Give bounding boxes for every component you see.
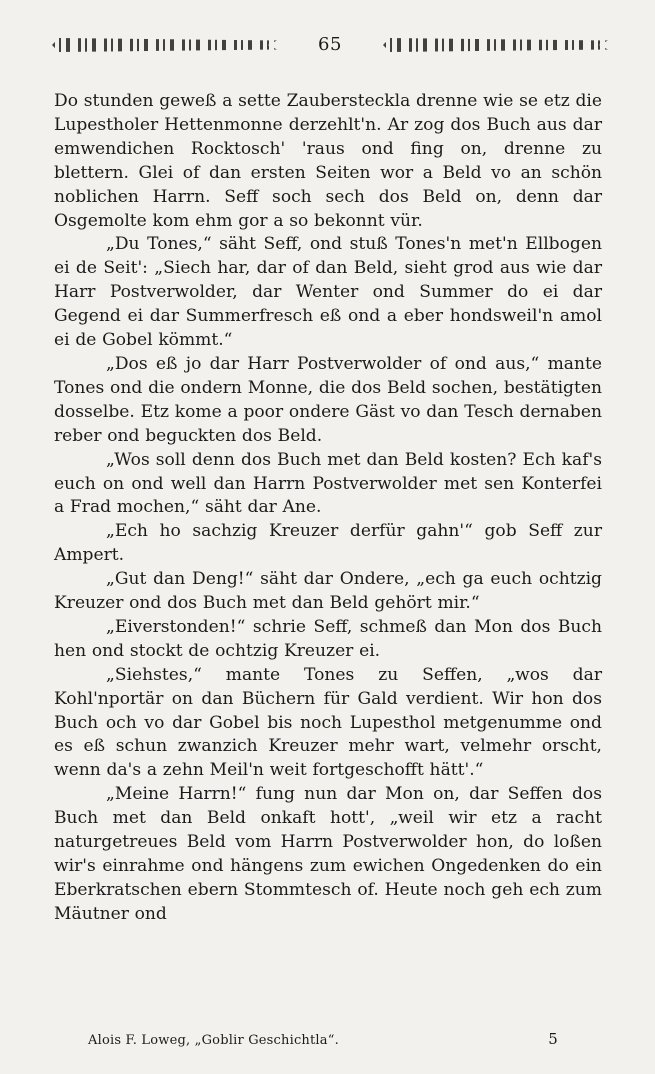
paragraph: „Dos eß jo dar Harr Postverwolder of ond aus,“ mante Tones ond die ondern Monne, die dos Beld sochen, bestätigten dosselbe. Etz kome a poor ondere Gäst vo dan Tesch dernaben reber ond beguckten dos Beld. xyxy=(54,353,602,446)
paragraph: „Wos soll denn dos Buch met dan Beld kosten? Ech kaf's euch on ond well dan Harrn Postverwolder met sen Konterfei a Frad mochen,“ säht dar Ane. xyxy=(54,449,602,518)
paragraph: „Gut dan Deng!“ säht dar Ondere, „ech ga euch ochtzig Kreuzer ond dos Buch met dan Beld gehört mir.“ xyxy=(54,569,602,614)
body-text xyxy=(54,90,602,927)
paragraph: „Siehstes,“ mante Tones zu Seffen, „wos dar Kohl'nportär on dan Büchern für Gald verdient. Wir hon dos Buch och vo dar Gobel bis noch Lupesthol metgenumme ond es eß schun zwanzich Kreuzer mehr wart, velmehr orscht, wenn da's a zehn Meil'n weit fortgeschofft hätt'.“ xyxy=(54,664,602,781)
paragraph: „Du Tones,“ säht Seff, ond stuß Tones'n met'n Ellbogen ei de Seit': „Siech har, dar of dan Beld, sieht grod aus wie dar Harr Postverwolder, dar Wenter ond Summer do ei dar Gegend ei dar Summerfresch eß ond a eber hondsweil'n amol ei de Gobel kömmt.“ xyxy=(54,234,602,351)
page-number: 65 xyxy=(318,34,342,55)
header-ornament-left xyxy=(52,38,277,52)
footer-citation: Alois F. Loweg, „Goblir Geschichtla“. xyxy=(88,1033,339,1048)
page-footer xyxy=(88,1030,558,1048)
paragraph: „Meine Harrn!“ fung nun dar Mon on, dar Seffen dos Buch met dan Beld onkaft hott', „weil wir etz a racht naturgetreues Beld vom Harrn Postverwolder hon, do loßen wir's einrahme ond hängens zum ewichen Ongedenken do ein Eberkratschen ebern Stommtesch of. Heute noch geh ech zum Mäutner ond xyxy=(54,784,602,924)
page-header xyxy=(52,34,608,56)
header-ornament-right xyxy=(383,38,608,52)
paragraph: Do stunden geweß a sette Zaubersteckla drenne wie se etz die Lupestholer Hettenmonne derzehlt'n. Ar zog dos Buch aus dar emwendichen Rocktosch' 'raus ond fing on, drenne zu blettern. Glei of dan ersten Seiten wor a Beld vo an schön noblichen Harrn. Seff soch sech dos Beld on, denn dar Osgemolte kom ehm gor a so bekonnt vür. xyxy=(54,91,602,231)
paragraph: „Eiverstonden!“ schrie Seff, schmeß dan Mon dos Buch hen ond stockt de ochtzig Kreuzer ei. xyxy=(54,616,602,661)
signature-mark: 5 xyxy=(548,1030,558,1048)
paragraph: „Ech ho sachzig Kreuzer derfür gahn'“ gob Seff zur Ampert. xyxy=(54,521,602,566)
